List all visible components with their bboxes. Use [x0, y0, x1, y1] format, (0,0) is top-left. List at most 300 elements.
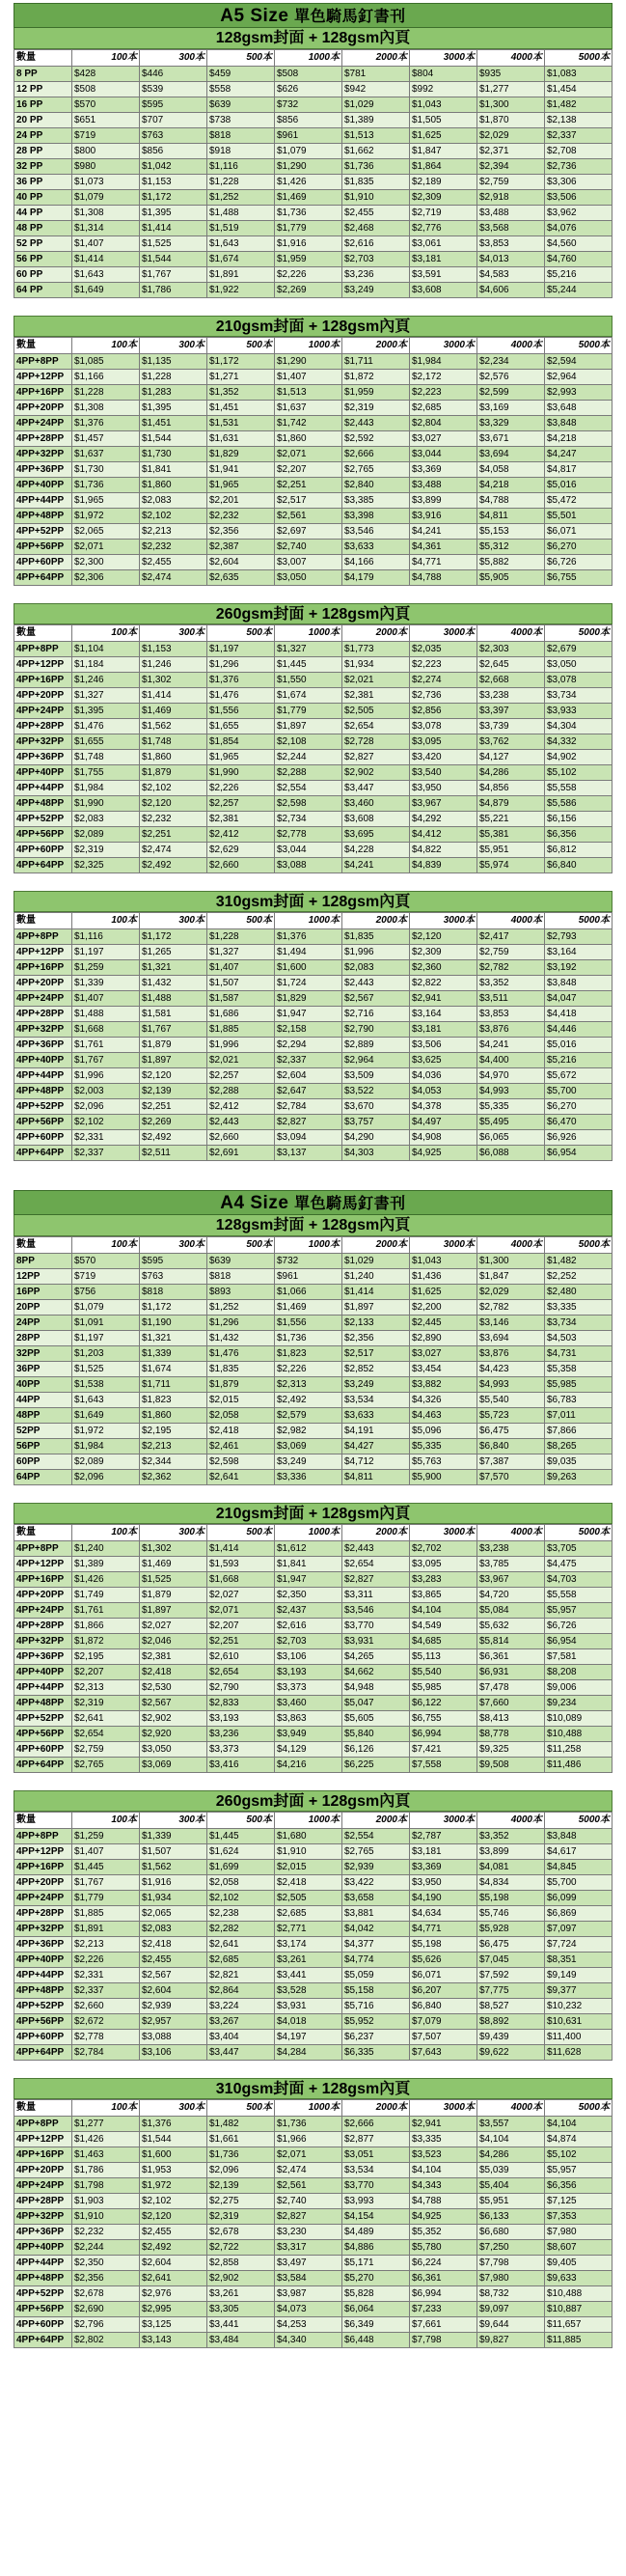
price-cell: $1,953: [140, 2163, 207, 2178]
price-cell: $3,027: [410, 1346, 477, 1362]
page-count-cell: 4PP+40PP: [14, 1953, 72, 1968]
price-cell: $2,827: [342, 750, 410, 765]
price-cell: $2,089: [72, 1454, 140, 1470]
price-cell: $818: [140, 1285, 207, 1300]
table-row: [14, 354, 612, 370]
price-cell: $2,697: [275, 524, 342, 540]
price-cell: $1,829: [275, 991, 342, 1007]
price-cell: $6,133: [477, 2209, 545, 2225]
price-cell: $2,902: [342, 765, 410, 781]
table-row: [14, 2163, 612, 2178]
price-cell: $738: [207, 113, 275, 128]
table-row: [14, 2132, 612, 2147]
page-count-cell: 4PP+32PP: [14, 2209, 72, 2225]
price-cell: $2,474: [275, 2163, 342, 2178]
price-cell: $3,236: [207, 1727, 275, 1742]
price-cell: $7,233: [410, 2302, 477, 2317]
price-cell: $5,540: [477, 1393, 545, 1408]
price-cell: $2,702: [410, 1541, 477, 1557]
page-count-cell: 4PP+44PP: [14, 1968, 72, 1983]
price-cell: $2,257: [207, 796, 275, 812]
price-cell: $3,705: [545, 1541, 612, 1557]
price-cell: $4,292: [410, 812, 477, 827]
copies-header: 500本: [207, 2100, 275, 2117]
page-count-cell: 4PP+28PP: [14, 2194, 72, 2209]
price-cell: $9,035: [545, 1454, 612, 1470]
page-count-cell: 4PP+28PP: [14, 1007, 72, 1022]
price-cell: $2,251: [275, 478, 342, 493]
price-cell: $4,218: [477, 478, 545, 493]
price-cell: $1,302: [140, 673, 207, 688]
price-cell: $626: [275, 82, 342, 97]
price-cell: $1,407: [72, 991, 140, 1007]
price-cell: $1,736: [275, 2117, 342, 2132]
price-cell: $1,730: [140, 447, 207, 462]
price-cell: $2,604: [140, 2256, 207, 2271]
table-row: [14, 431, 612, 447]
price-cell: $2,275: [207, 2194, 275, 2209]
price-cell: $7,660: [477, 1696, 545, 1711]
page-count-cell: 48 PP: [14, 221, 72, 236]
price-cell: $2,071: [207, 1603, 275, 1619]
price-cell: $6,349: [342, 2317, 410, 2333]
page-count-cell: 4PP+28PP: [14, 1906, 72, 1922]
price-cell: $3,174: [275, 1937, 342, 1953]
price-cell: $1,984: [72, 781, 140, 796]
price-cell: $2,765: [72, 1758, 140, 1773]
price-cell: $2,554: [275, 781, 342, 796]
price-cell: $1,172: [140, 1300, 207, 1316]
price-cell: $1,116: [207, 159, 275, 175]
price-cell: $1,860: [140, 478, 207, 493]
table-row: [14, 570, 612, 586]
price-cell: $3,881: [342, 1906, 410, 1922]
table-row: [14, 1393, 612, 1408]
price-cell: $2,492: [140, 1130, 207, 1146]
price-cell: $2,833: [207, 1696, 275, 1711]
page-count-cell: 4PP+60PP: [14, 1130, 72, 1146]
table-row: [14, 1953, 612, 1968]
price-cell: $3,125: [140, 2317, 207, 2333]
price-cell: $1,748: [140, 734, 207, 750]
page-count-cell: 4PP+40PP: [14, 1053, 72, 1068]
page-count-cell: 4PP+52PP: [14, 1999, 72, 2014]
table-row: [14, 1424, 612, 1439]
price-cell: $3,557: [477, 2117, 545, 2132]
price-cell: $2,856: [410, 704, 477, 719]
price-cell: $1,910: [275, 1844, 342, 1860]
price-cell: $1,544: [140, 2132, 207, 2147]
price-cell: $2,089: [72, 827, 140, 843]
size-section: [14, 1190, 612, 2348]
price-cell: $2,252: [545, 1269, 612, 1285]
price-cell: $3,625: [410, 1053, 477, 1068]
page-count-cell: 4PP+32PP: [14, 1922, 72, 1937]
copies-header: 300本: [140, 625, 207, 642]
price-cell: $4,332: [545, 734, 612, 750]
price-cell: $1,321: [140, 960, 207, 976]
price-cell: $4,179: [342, 570, 410, 586]
price-cell: $2,309: [410, 190, 477, 206]
price-cell: $2,313: [275, 1377, 342, 1393]
table-row: [14, 1007, 612, 1022]
price-cell: $3,192: [545, 960, 612, 976]
price-cell: $4,361: [410, 540, 477, 555]
price-cell: $6,225: [342, 1758, 410, 1773]
price-cell: $3,506: [545, 190, 612, 206]
price-cell: $1,228: [140, 370, 207, 385]
price-cell: $2,226: [275, 267, 342, 283]
price-cell: $2,455: [140, 1953, 207, 1968]
copies-header: 2000本: [342, 1525, 410, 1541]
copies-header: 500本: [207, 913, 275, 929]
price-cell: $4,104: [477, 2132, 545, 2147]
price-cell: $2,668: [477, 673, 545, 688]
price-cell: $2,325: [72, 858, 140, 873]
price-cell: $3,181: [410, 1022, 477, 1038]
price-cell: $4,839: [410, 858, 477, 873]
price-cell: $4,771: [410, 1922, 477, 1937]
price-cell: $1,736: [207, 2147, 275, 2163]
price-cell: $1,395: [140, 206, 207, 221]
price-cell: $856: [140, 144, 207, 159]
price-cell: $3,785: [477, 1557, 545, 1572]
page-count-cell: 4PP+48PP: [14, 1983, 72, 1999]
price-cell: $1,197: [72, 1331, 140, 1346]
price-cell: $1,829: [207, 447, 275, 462]
price-cell: $1,407: [72, 1844, 140, 1860]
price-table-block: [14, 2078, 612, 2348]
price-cell: $1,300: [477, 1254, 545, 1269]
price-cell: $1,655: [207, 719, 275, 734]
page-count-cell: 4PP+32PP: [14, 734, 72, 750]
price-cell: $9,622: [477, 2045, 545, 2061]
price-cell: $2,102: [140, 2194, 207, 2209]
price-cell: $3,143: [140, 2333, 207, 2348]
price-cell: $1,505: [410, 113, 477, 128]
price-cell: $5,700: [545, 1875, 612, 1891]
price-cell: $4,418: [545, 1007, 612, 1022]
price-cell: $4,427: [342, 1439, 410, 1454]
price-cell: $2,381: [140, 1649, 207, 1665]
page-count-cell: 4PP+16PP: [14, 960, 72, 976]
price-cell: $5,828: [342, 2286, 410, 2302]
price-cell: $9,325: [477, 1742, 545, 1758]
price-cell: $2,394: [477, 159, 545, 175]
price-cell: $1,395: [72, 704, 140, 719]
price-cell: $2,058: [207, 1408, 275, 1424]
price-cell: $2,759: [72, 1742, 140, 1758]
copies-header: 300本: [140, 1525, 207, 1541]
page-count-cell: 4PP+16PP: [14, 1572, 72, 1588]
price-cell: $3,511: [477, 991, 545, 1007]
price-cell: $3,050: [545, 657, 612, 673]
copies-header: 300本: [140, 2100, 207, 2117]
price-cell: $2,417: [477, 929, 545, 945]
price-cell: $459: [207, 67, 275, 82]
page-count-cell: 4PP+44PP: [14, 781, 72, 796]
page-count-cell: 4PP+64PP: [14, 2045, 72, 2061]
page-count-cell: 44PP: [14, 1393, 72, 1408]
price-cell: $5,605: [342, 1711, 410, 1727]
price-cell: $5,198: [477, 1891, 545, 1906]
price-table-block: [14, 28, 612, 298]
price-cell: $9,633: [545, 2271, 612, 2286]
price-table: [14, 2099, 612, 2348]
price-cell: $5,985: [545, 1377, 612, 1393]
price-cell: $3,146: [477, 1316, 545, 1331]
table-row: [14, 1454, 612, 1470]
price-cell: $2,172: [410, 370, 477, 385]
price-cell: $2,939: [140, 1999, 207, 2014]
price-cell: $1,847: [410, 144, 477, 159]
price-cell: $9,439: [477, 2030, 545, 2045]
page-count-cell: 4PP+12PP: [14, 945, 72, 960]
price-cell: $4,720: [477, 1588, 545, 1603]
price-cell: $2,964: [342, 1053, 410, 1068]
page-count-cell: 36PP: [14, 1362, 72, 1377]
price-cell: $2,189: [410, 175, 477, 190]
price-cell: $3,993: [342, 2194, 410, 2209]
page-count-cell: 4PP+56PP: [14, 827, 72, 843]
price-cell: $2,604: [275, 1068, 342, 1084]
table-row: [14, 976, 612, 991]
price-cell: $9,097: [477, 2302, 545, 2317]
price-cell: $6,994: [410, 2286, 477, 2302]
price-cell: $6,237: [342, 2030, 410, 2045]
price-cell: $1,190: [140, 1316, 207, 1331]
price-cell: $1,686: [207, 1007, 275, 1022]
table-header: [14, 2100, 612, 2117]
price-cell: $3,967: [410, 796, 477, 812]
price-cell: $1,376: [275, 929, 342, 945]
price-cell: $4,076: [545, 221, 612, 236]
table-row: [14, 1470, 612, 1485]
price-cell: $1,661: [207, 2132, 275, 2147]
price-cell: $4,303: [342, 1146, 410, 1161]
price-cell: $1,494: [275, 945, 342, 960]
copies-header: 3000本: [410, 338, 477, 354]
price-cell: $2,213: [140, 1439, 207, 1454]
price-cell: $3,962: [545, 206, 612, 221]
price-cell: $6,361: [410, 2271, 477, 2286]
price-cell: $1,761: [72, 1038, 140, 1053]
price-cell: $2,982: [275, 1424, 342, 1439]
price-cell: $961: [275, 128, 342, 144]
table-row: [14, 2256, 612, 2271]
price-cell: $6,475: [477, 1424, 545, 1439]
price-cell: $1,426: [72, 2132, 140, 2147]
copies-header: 100本: [72, 1237, 140, 1254]
price-cell: $2,207: [275, 462, 342, 478]
price-cell: $6,755: [545, 570, 612, 586]
price-cell: $4,902: [545, 750, 612, 765]
price-cell: $1,513: [275, 385, 342, 401]
price-cell: $1,835: [342, 929, 410, 945]
price-cell: $2,319: [72, 1696, 140, 1711]
table-row: [14, 2225, 612, 2240]
price-cell: $1,507: [140, 1844, 207, 1860]
price-cell: $1,043: [410, 1254, 477, 1269]
price-cell: $2,015: [275, 1860, 342, 1875]
page-count-cell: 4PP+36PP: [14, 462, 72, 478]
price-cell: $4,760: [545, 252, 612, 267]
price-cell: $1,916: [140, 1875, 207, 1891]
price-cell: $1,897: [275, 719, 342, 734]
price-cell: $2,288: [207, 1084, 275, 1099]
price-cell: $4,129: [275, 1742, 342, 1758]
copies-header: 500本: [207, 625, 275, 642]
price-cell: $5,404: [477, 2178, 545, 2194]
price-cell: $6,156: [545, 812, 612, 827]
price-cell: $1,966: [275, 2132, 342, 2147]
price-cell: $1,352: [207, 385, 275, 401]
price-cell: $4,081: [477, 1860, 545, 1875]
price-cell: $1,469: [275, 1300, 342, 1316]
price-cell: $11,885: [545, 2333, 612, 2348]
price-cell: $732: [275, 1254, 342, 1269]
price-cell: $3,534: [342, 1393, 410, 1408]
table-row: [14, 1588, 612, 1603]
table-row: [14, 1068, 612, 1084]
price-cell: $1,073: [72, 175, 140, 190]
price-table: [14, 1524, 612, 1773]
page-count-cell: 4PP+28PP: [14, 431, 72, 447]
price-cell: $719: [72, 128, 140, 144]
price-cell: $3,238: [477, 1541, 545, 1557]
price-cell: $5,244: [545, 283, 612, 298]
price-cell: $1,674: [275, 688, 342, 704]
paper-spec-title: 210gsm封面 + 128gsm內頁: [14, 316, 612, 337]
price-cell: $5,270: [342, 2271, 410, 2286]
price-cell: $3,447: [207, 2045, 275, 2061]
price-cell: $2,679: [545, 642, 612, 657]
price-cell: $3,509: [342, 1068, 410, 1084]
page-count-cell: 4PP+40PP: [14, 478, 72, 493]
price-cell: $2,787: [410, 1829, 477, 1844]
price-cell: $1,941: [207, 462, 275, 478]
price-cell: $2,120: [140, 2209, 207, 2225]
price-cell: $4,190: [410, 1891, 477, 1906]
copies-header: 100本: [72, 2100, 140, 2117]
table-row: [14, 2194, 612, 2209]
price-cell: $1,079: [72, 1300, 140, 1316]
table-row: [14, 401, 612, 416]
page-count-cell: 4PP+20PP: [14, 401, 72, 416]
price-cell: $1,300: [477, 97, 545, 113]
price-cell: $3,335: [410, 2132, 477, 2147]
price-cell: $639: [207, 1254, 275, 1269]
table-row: [14, 1619, 612, 1634]
price-cell: $2,337: [545, 128, 612, 144]
price-cell: $1,625: [410, 1285, 477, 1300]
price-cell: $6,926: [545, 1130, 612, 1146]
price-cell: $1,091: [72, 1316, 140, 1331]
price-cell: $4,053: [410, 1084, 477, 1099]
price-cell: $7,011: [545, 1408, 612, 1424]
price-cell: $6,931: [477, 1665, 545, 1680]
price-cell: $1,426: [72, 1572, 140, 1588]
page-count-cell: 4PP+8PP: [14, 929, 72, 945]
copies-header: 3000本: [410, 1813, 477, 1829]
copies-header: 2000本: [342, 50, 410, 67]
price-cell: $4,774: [342, 1953, 410, 1968]
price-cell: $2,309: [410, 945, 477, 960]
price-cell: $2,102: [72, 1115, 140, 1130]
price-cell: $1,104: [72, 642, 140, 657]
price-cell: $1,376: [140, 2117, 207, 2132]
table-row: [14, 1999, 612, 2014]
price-cell: $1,972: [140, 2178, 207, 2194]
price-cell: $428: [72, 67, 140, 82]
price-cell: $4,712: [342, 1454, 410, 1470]
price-cell: $1,544: [140, 431, 207, 447]
price-cell: $5,558: [545, 781, 612, 796]
table-row: [14, 1099, 612, 1115]
price-cell: $856: [275, 113, 342, 128]
price-cell: $3,876: [477, 1346, 545, 1362]
price-cell: $5,113: [410, 1649, 477, 1665]
price-cell: $7,866: [545, 1424, 612, 1439]
price-cell: $4,253: [275, 2317, 342, 2333]
page-count-cell: 56PP: [14, 1439, 72, 1454]
size-section-title: [14, 1190, 612, 1215]
price-cell: $5,672: [545, 1068, 612, 1084]
page-count-cell: 4PP+64PP: [14, 858, 72, 873]
price-cell: $6,726: [545, 1619, 612, 1634]
price-cell: $1,885: [207, 1022, 275, 1038]
price-cell: $5,951: [477, 843, 545, 858]
table-row: [14, 190, 612, 206]
price-cell: $4,197: [275, 2030, 342, 2045]
price-cell: $1,432: [140, 976, 207, 991]
price-cell: $3,949: [275, 1727, 342, 1742]
block-spacer: [14, 2061, 612, 2078]
table-row: [14, 1711, 612, 1727]
quantity-header: 數量: [14, 1237, 72, 1254]
table-row: [14, 1254, 612, 1269]
price-cell: $2,666: [342, 2117, 410, 2132]
price-cell: $2,120: [410, 929, 477, 945]
page-count-cell: 28PP: [14, 1331, 72, 1346]
price-cell: $1,786: [140, 283, 207, 298]
product-type-label: 單色騎馬釘書刊: [294, 1194, 406, 1212]
price-cell: $5,957: [545, 1603, 612, 1619]
price-cell: $2,864: [207, 1983, 275, 1999]
price-cell: $1,916: [275, 236, 342, 252]
price-cell: $2,058: [207, 1875, 275, 1891]
table-row: [14, 1408, 612, 1424]
price-cell: $2,993: [545, 385, 612, 401]
table-row: [14, 1557, 612, 1572]
price-cell: $4,013: [477, 252, 545, 267]
copies-header: 3000本: [410, 2100, 477, 2117]
price-cell: $2,071: [72, 540, 140, 555]
price-cell: $4,286: [477, 2147, 545, 2163]
price-cell: $1,482: [545, 97, 612, 113]
price-cell: $3,931: [275, 1999, 342, 2014]
price-table: [14, 624, 612, 873]
price-cell: $1,779: [275, 221, 342, 236]
table-row: [14, 2147, 612, 2163]
price-cell: $1,835: [342, 175, 410, 190]
price-cell: $1,866: [72, 1619, 140, 1634]
copies-header: 2000本: [342, 338, 410, 354]
price-cell: $2,096: [207, 2163, 275, 2178]
price-cell: $1,854: [207, 734, 275, 750]
price-cell: $3,568: [477, 221, 545, 236]
paper-spec-title: 128gsm封面 + 128gsm內頁: [14, 1215, 612, 1236]
